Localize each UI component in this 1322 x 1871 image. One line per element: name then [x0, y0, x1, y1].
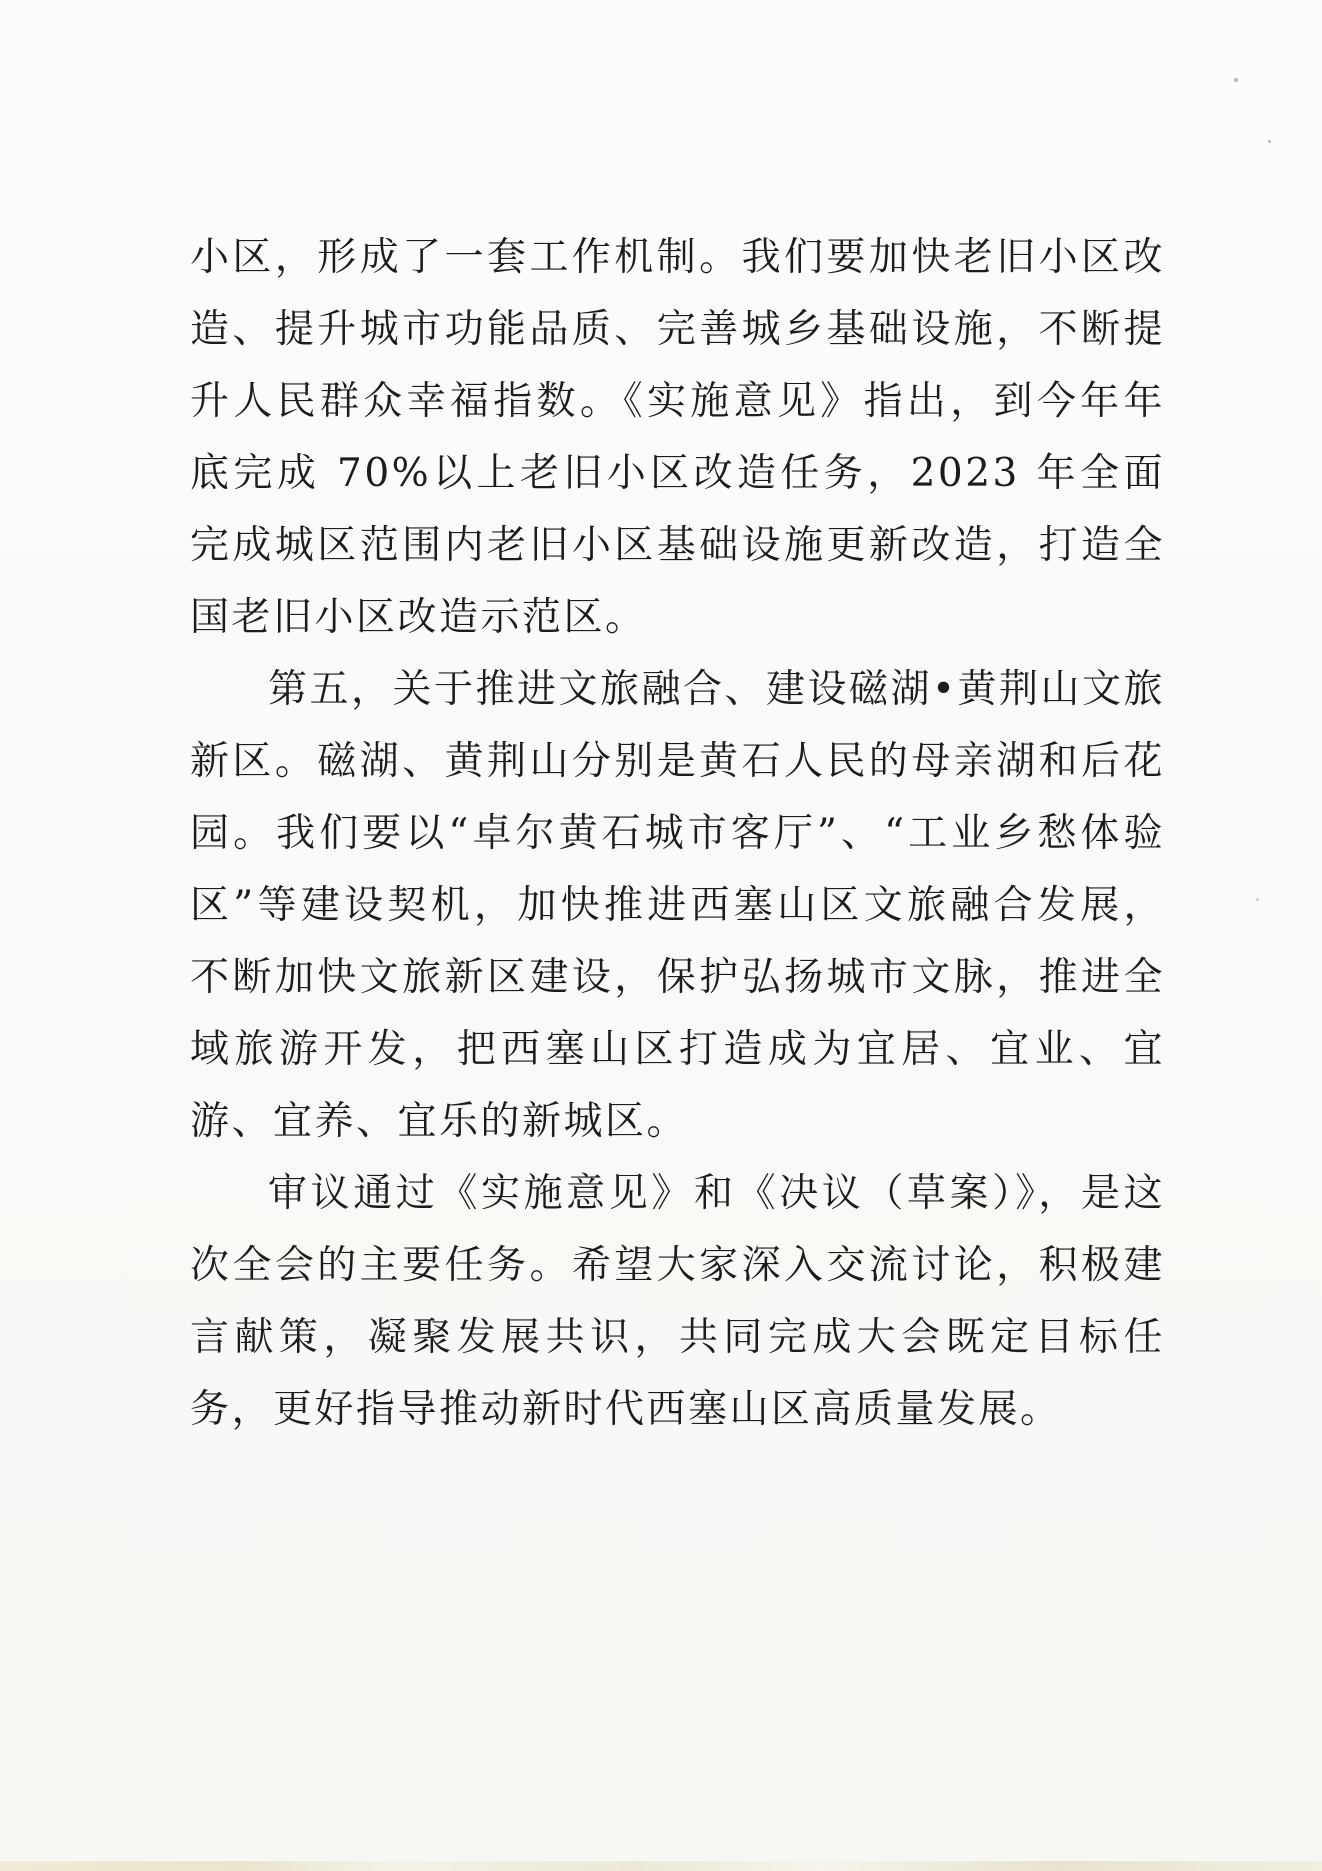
scan-bottom-edge [0, 1861, 1322, 1871]
scan-speck [1234, 78, 1238, 82]
scan-speck [1268, 140, 1271, 143]
scan-speck [1256, 898, 1259, 901]
paragraph-culture-tourism: 第五，关于推进文旅融合、建设磁湖•黄荆山文旅新区。磁湖、黄荆山分别是黄石人民的母亲湖和后花园。我们要以“卓尔黄石城市客厅”、“工业乡愁体验区”等建设契机，加快推进西塞山区文旅融合发展，不断加快文旅新区建设，保护弘扬城市文脉，推进全域旅游开发，把西塞山区打造成为宜居、宜业、宜游、宜养、宜乐的新城区。 [190, 667, 1166, 1144]
paragraph-closing: 审议通过《实施意见》和《决议（草案）》，是这次全会的主要任务。希望大家深入交流讨论，积极建言献策，凝聚发展共识，共同完成大会既定目标任务，更好指导推动新时代西塞山区高质量发展。 [190, 1171, 1165, 1432]
paragraph-old-community-renovation: 小区，形成了一套工作机制。我们要加快老旧小区改造、提升城市功能品质、完善城乡基础设施，不断提升人民群众幸福指数。《实施意见》指出，到今年年底完成 70%以上老旧小区改造任务，2023 年全面完成城区范围内老旧小区基础设施更新改造，打造全国老旧小区改造示范区。 [190, 235, 1165, 640]
body-text [190, 222, 1165, 1446]
